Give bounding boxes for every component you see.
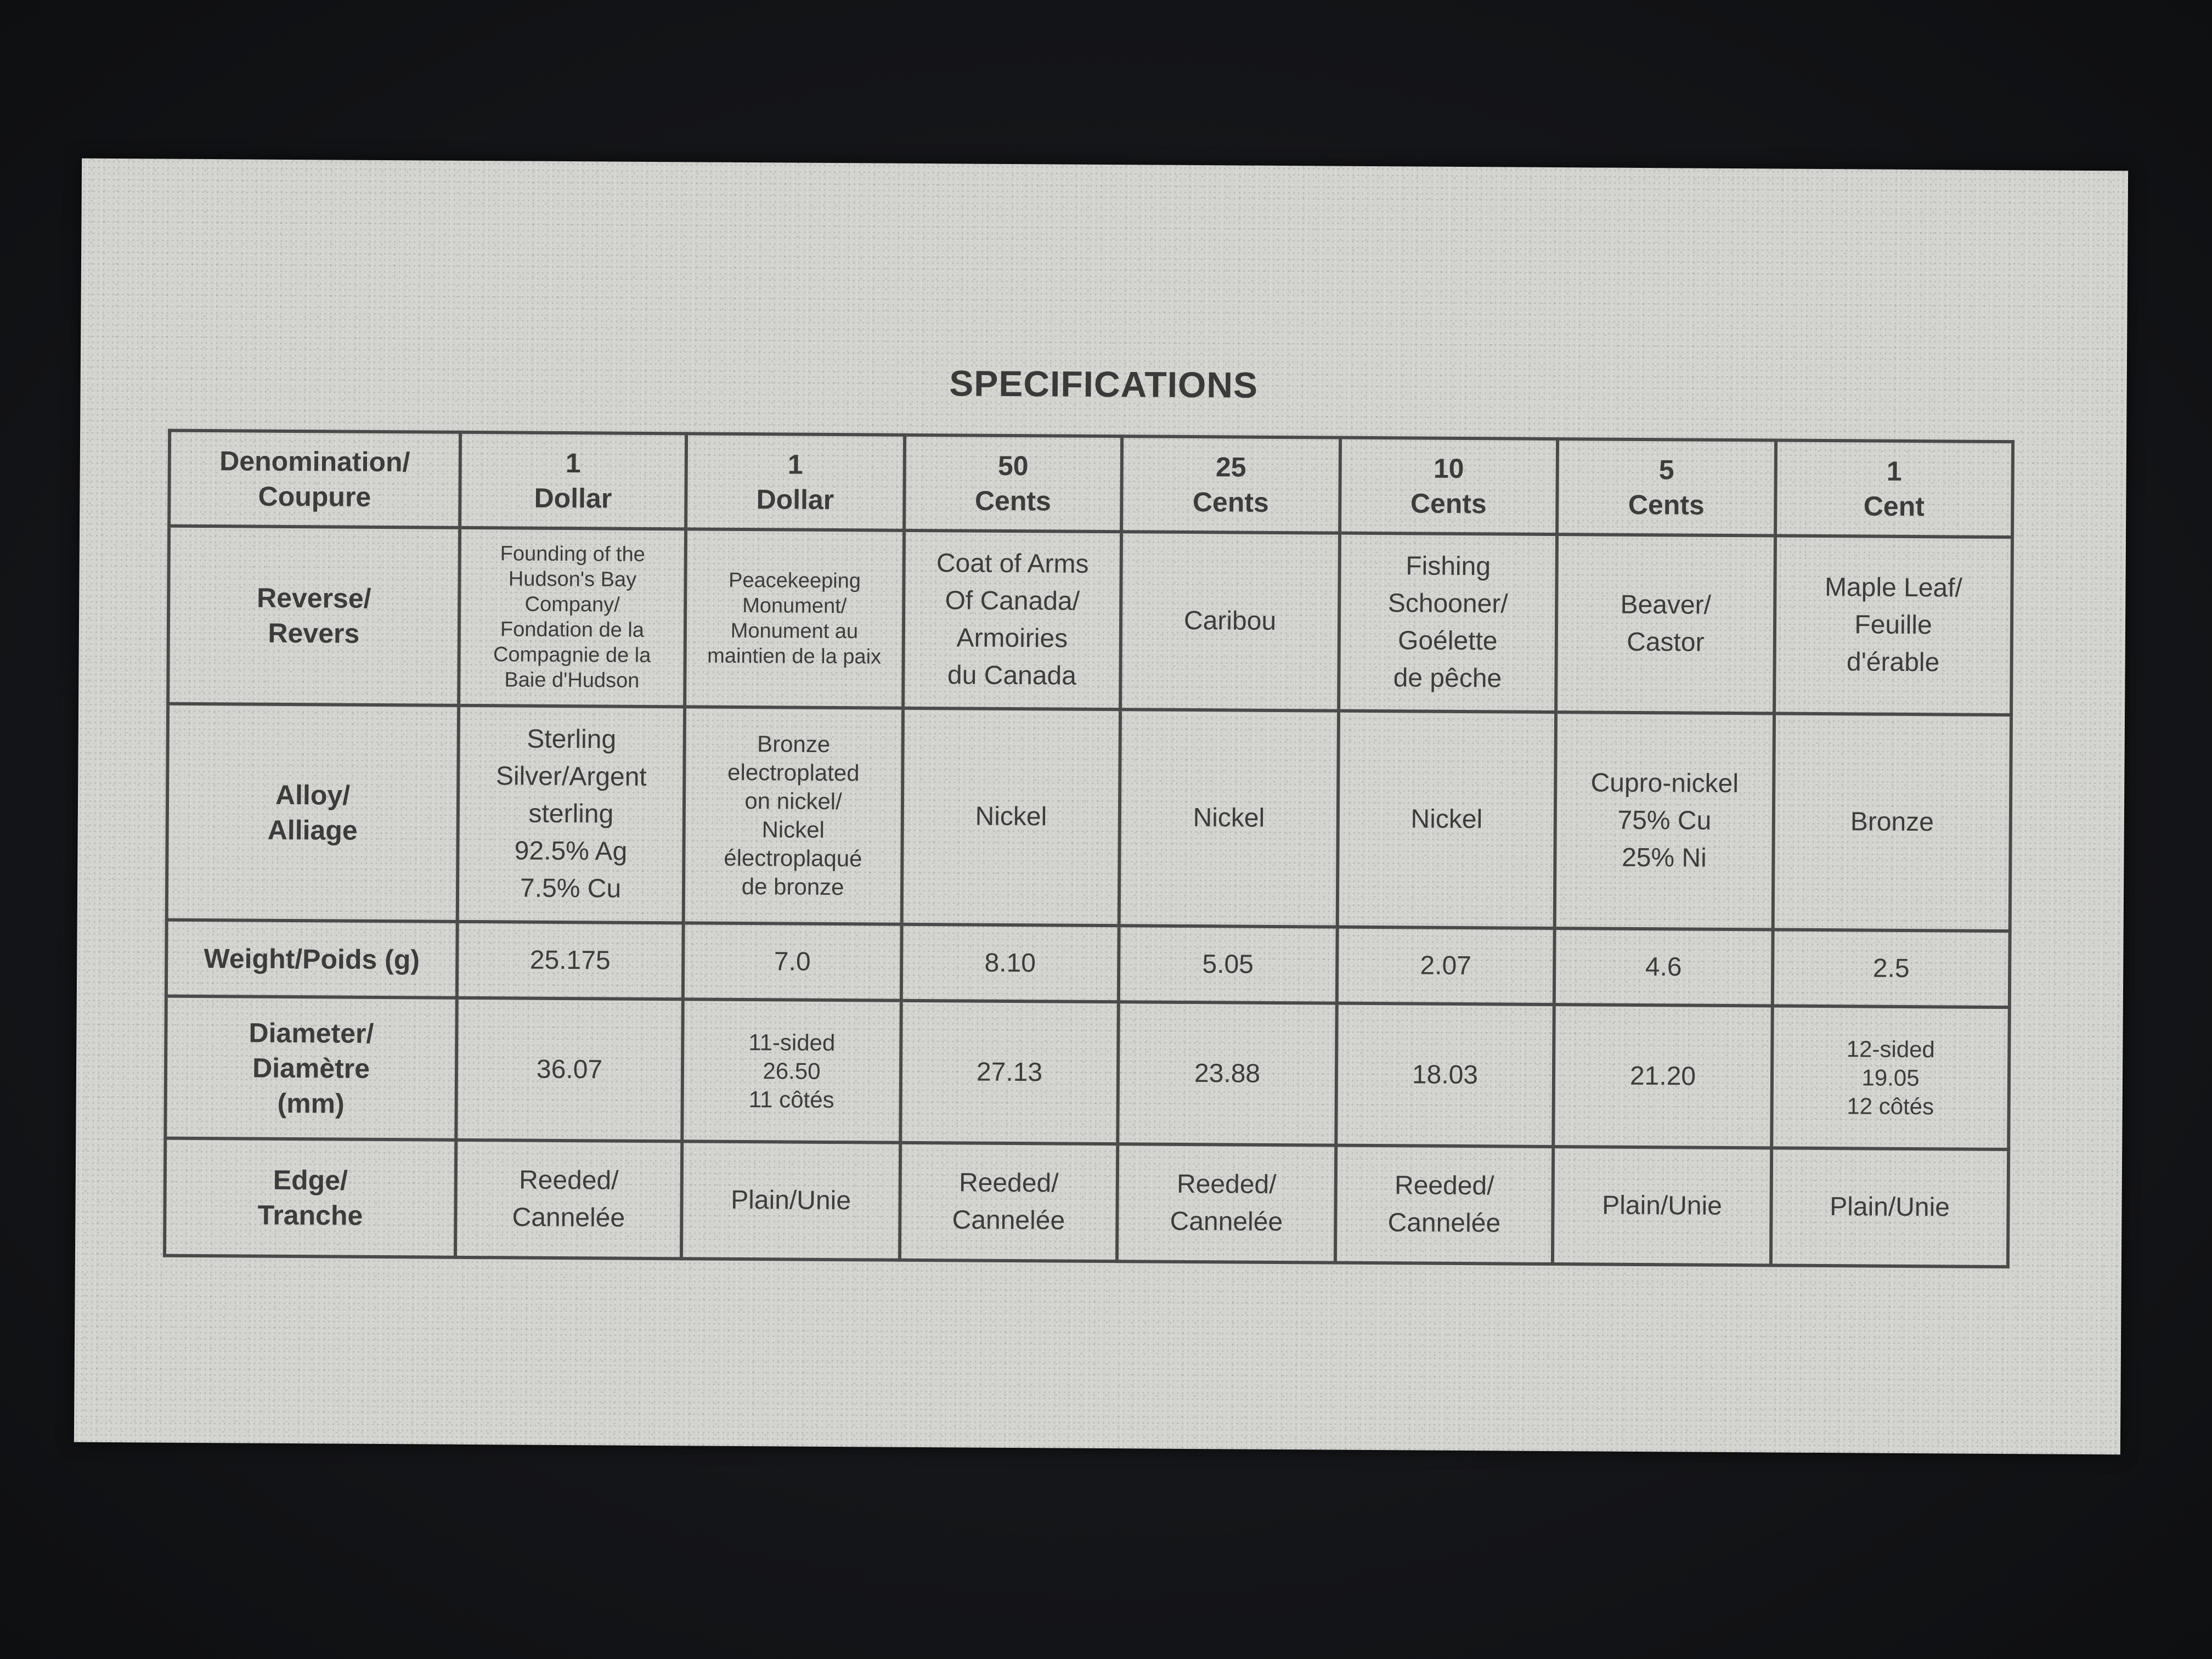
table-cell: Bronze electroplated on nickel/ Nickel électroplaqué de bronze (684, 707, 903, 924)
row-header-reverse: Reverse/ Revers (168, 526, 460, 706)
table-row-weight (166, 920, 2010, 1008)
table-cell: 1 Dollar (460, 432, 686, 529)
table-cell: 36.07 (456, 998, 683, 1142)
table-cell: 12-sided 19.05 12 côtés (1771, 1006, 2010, 1149)
table-cell: Beaver/ Castor (1556, 534, 1775, 713)
row-header-edge: Edge/ Tranche (165, 1138, 456, 1257)
table-cell: Reeded/ Cannelée (455, 1140, 682, 1259)
table-cell: 50 Cents (904, 435, 1122, 532)
table-row-denomination (169, 431, 2013, 538)
table-cell: Fishing Schooner/ Goélette de pêche (1339, 533, 1557, 712)
table-cell: Reeded/ Cannelée (1117, 1144, 1336, 1262)
table-cell: Nickel (1338, 711, 1556, 928)
table-row-edge (165, 1138, 2008, 1267)
table-cell: Plain/Unie (1553, 1147, 1771, 1265)
table-cell: 11-sided 26.50 11 côtés (682, 999, 901, 1142)
table-cell: Caribou (1120, 532, 1340, 710)
table-row-reverse (168, 526, 2012, 715)
row-header-weight: Weight/Poids (g) (166, 920, 458, 998)
table-cell: 10 Cents (1340, 438, 1558, 534)
table-cell: Nickel (1119, 709, 1339, 927)
table-cell: Sterling Silver/Argent sterling 92.5% Ag 7.5% Cu (458, 706, 685, 923)
table-cell: 5 Cents (1557, 439, 1776, 535)
table-cell: 25 Cents (1121, 436, 1340, 533)
table-cell: 27.13 (900, 1001, 1119, 1144)
table-cell: Plain/Unie (681, 1141, 900, 1260)
table-cell: 1 Cent (1775, 441, 2013, 538)
table-row-alloy (167, 704, 2011, 932)
specifications-table (163, 429, 2015, 1269)
table-cell: 8.10 (901, 924, 1119, 1002)
table-cell: Plain/Unie (1771, 1148, 2008, 1267)
table-row-diameter (165, 996, 2010, 1150)
row-header-diameter: Diameter/ Diamètre (mm) (165, 996, 457, 1140)
table-cell: 5.05 (1119, 926, 1338, 1003)
table-cell: 2.5 (1773, 929, 2010, 1007)
table-cell: 4.6 (1554, 928, 1773, 1006)
row-header-denomination: Denomination/ Coupure (169, 431, 460, 528)
table-cell: 1 Dollar (686, 433, 905, 530)
table-cell: Reeded/ Cannelée (900, 1143, 1118, 1261)
page-title: SPECIFICATIONS (949, 363, 1259, 405)
table-cell: 18.03 (1336, 1003, 1554, 1147)
table-cell: Bronze (1773, 713, 2011, 931)
table-cell: Reeded/ Cannelée (1335, 1146, 1553, 1264)
table-cell: Maple Leaf/ Feuille d'érable (1774, 535, 2012, 715)
table-cell: 7.0 (683, 923, 902, 1000)
spec-card (74, 159, 2128, 1455)
row-header-alloy: Alloy/ Alliage (167, 704, 459, 922)
table-cell: Founding of the Hudson's Bay Company/ Fondation de la Compagnie de la Baie d'Hudson (459, 528, 686, 707)
table-cell: 23.88 (1118, 1002, 1337, 1145)
table-cell: Coat of Arms Of Canada/ Armoiries du Canada (903, 531, 1121, 709)
table-cell: Peacekeeping Monument/ Monument au maintien de la paix (685, 529, 904, 708)
table-cell: 25.175 (457, 922, 684, 1000)
table-cell: Cupro-nickel 75% Cu 25% Ni (1555, 712, 1774, 929)
table-cell: Nickel (902, 708, 1120, 926)
table-cell: 21.20 (1553, 1005, 1773, 1148)
table-cell: 2.07 (1337, 927, 1555, 1005)
